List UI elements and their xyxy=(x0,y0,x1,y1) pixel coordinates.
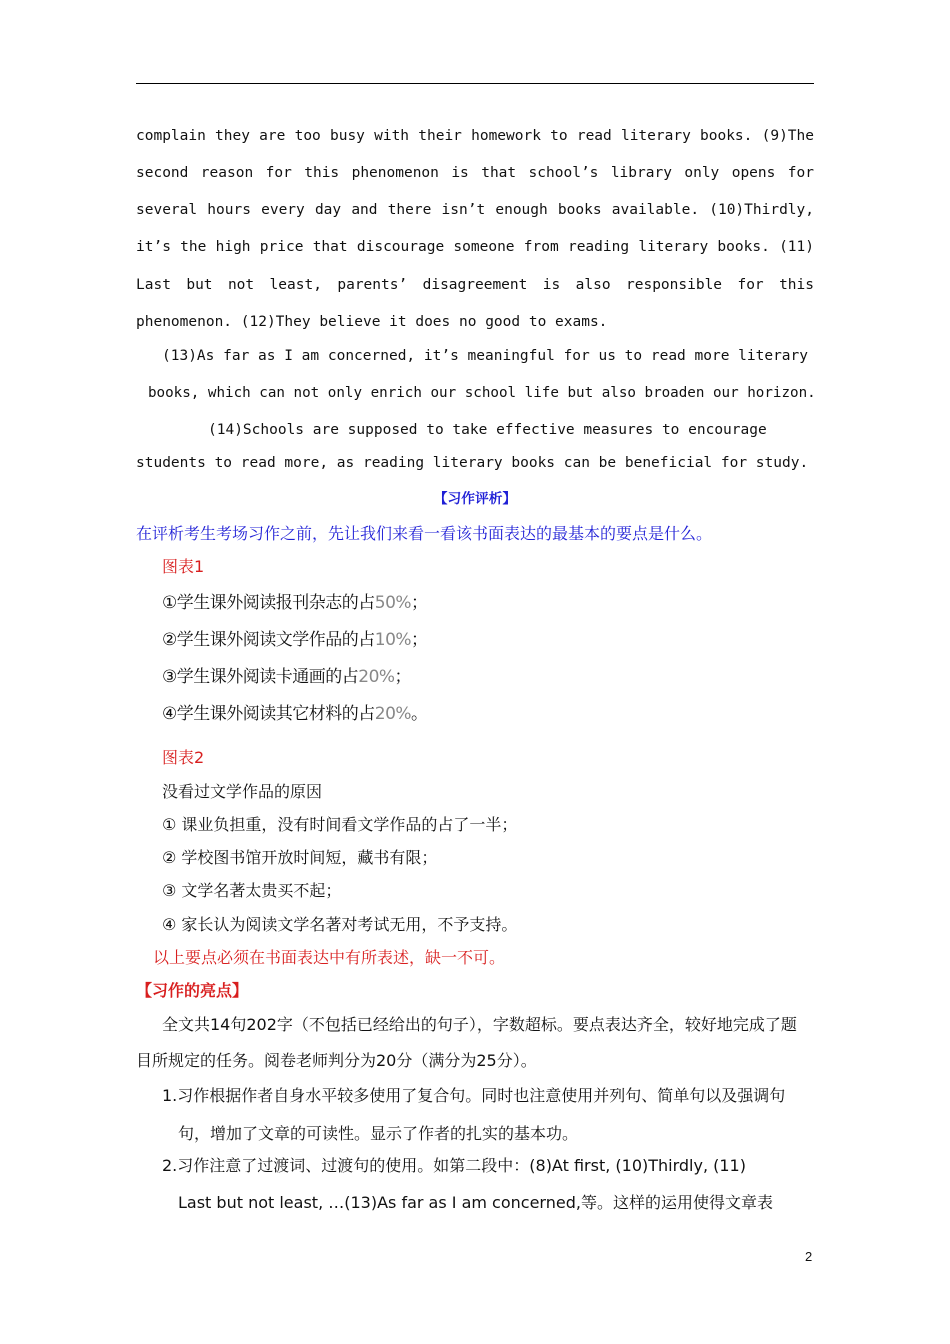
chart1-item-text: ①学生课外阅读报刊杂志的占 xyxy=(162,593,375,613)
chart1-item-text: ④学生课外阅读其它材料的占 xyxy=(162,704,375,724)
chart1-label: 图表1 xyxy=(162,557,205,576)
chart1-item xyxy=(162,625,428,650)
section-heading-analysis: 【习作评析】 xyxy=(433,491,517,507)
chart2-item: ② 学校图书馆开放时间短，藏书有限； xyxy=(162,848,438,867)
essay-line: books, which can not only enrich our school life but also broaden our horizon. xyxy=(148,385,816,401)
essay-line: it’s the high price that discourage someone from reading literary books. (11) xyxy=(136,239,814,255)
chart1-item-pct: 50% xyxy=(374,593,412,613)
point-line: Last but not least, …(13)As far as I am concerned,等。这样的运用使得文章表 xyxy=(178,1193,773,1212)
essay-line: students to read more, as reading literary books can be beneficial for study. xyxy=(136,455,809,471)
summary-line: 目所规定的任务。阅卷老师判分为20分（满分为25分）。 xyxy=(136,1051,537,1070)
essay-line: Last but not least, parents’ disagreement is also responsible for this xyxy=(136,277,814,293)
chart1-item-pct: 20% xyxy=(358,667,395,687)
chart2-label: 图表2 xyxy=(162,748,205,767)
chart1-item xyxy=(162,588,428,613)
essay-line: phenomenon. (12)They believe it does no good to exams. xyxy=(136,314,608,330)
essay-line: (14)Schools are supposed to take effective measures to encourage xyxy=(208,422,767,438)
page-number: 2 xyxy=(805,1249,813,1264)
chart1-item-pct: 20% xyxy=(374,704,412,724)
point-line: 1.习作根据作者自身水平较多使用了复合句。同时也注意使用并列句、简单句以及强调句 xyxy=(162,1086,786,1105)
essay-line: second reason for this phenomenon is that school’s library only opens for xyxy=(136,165,814,181)
chart1-item-end: ； xyxy=(411,630,428,650)
summary-line: 全文共14句202字（不包括已经给出的句子），字数超标。要点表达齐全，较好地完成了题 xyxy=(162,1015,797,1034)
point-line: 2.习作注意了过渡词、过渡句的使用。如第二段中：(8)At first, (10)Thirdly, (11) xyxy=(162,1156,746,1175)
essay-line: complain they are too busy with their homework to read literary books. (9)The xyxy=(136,128,814,144)
point-line: 句，增加了文章的可读性。显示了作者的扎实的基本功。 xyxy=(178,1124,579,1143)
chart1-item-pct: 10% xyxy=(374,630,412,650)
analysis-intro: 在评析考生考场习作之前，先让我们来看一看该书面表达的最基本的要点是什么。 xyxy=(136,524,713,543)
chart2-item: ③ 文学名著太贵买不起； xyxy=(162,881,342,900)
essay-line: several hours every day and there isn’t enough books available. (10)Thirdly, xyxy=(136,202,814,218)
chart1-item-end: ； xyxy=(411,593,428,613)
chart2-item: ④ 家长认为阅读文学名著对考试无用，不予支持。 xyxy=(162,915,518,934)
essay-line: (13)As far as I am concerned, it’s meaningful for us to read more literary xyxy=(162,348,809,364)
header-rule xyxy=(136,83,814,84)
chart1-item xyxy=(162,699,428,724)
chart1-item-text: ②学生课外阅读文学作品的占 xyxy=(162,630,375,650)
chart1-item xyxy=(162,662,411,687)
chart1-item-end: ； xyxy=(394,667,412,687)
chart2-item: ① 课业负担重，没有时间看文学作品的占了一半； xyxy=(162,815,518,834)
chart1-item-end: 。 xyxy=(411,704,428,724)
analysis-note: 以上要点必须在书面表达中有所表述，缺一不可。 xyxy=(153,948,506,967)
section-heading-highlights: 【习作的亮点】 xyxy=(136,981,249,1000)
chart1-item-text: ③学生课外阅读卡通画的占 xyxy=(162,667,359,687)
chart2-title: 没看过文学作品的原因 xyxy=(162,782,323,801)
